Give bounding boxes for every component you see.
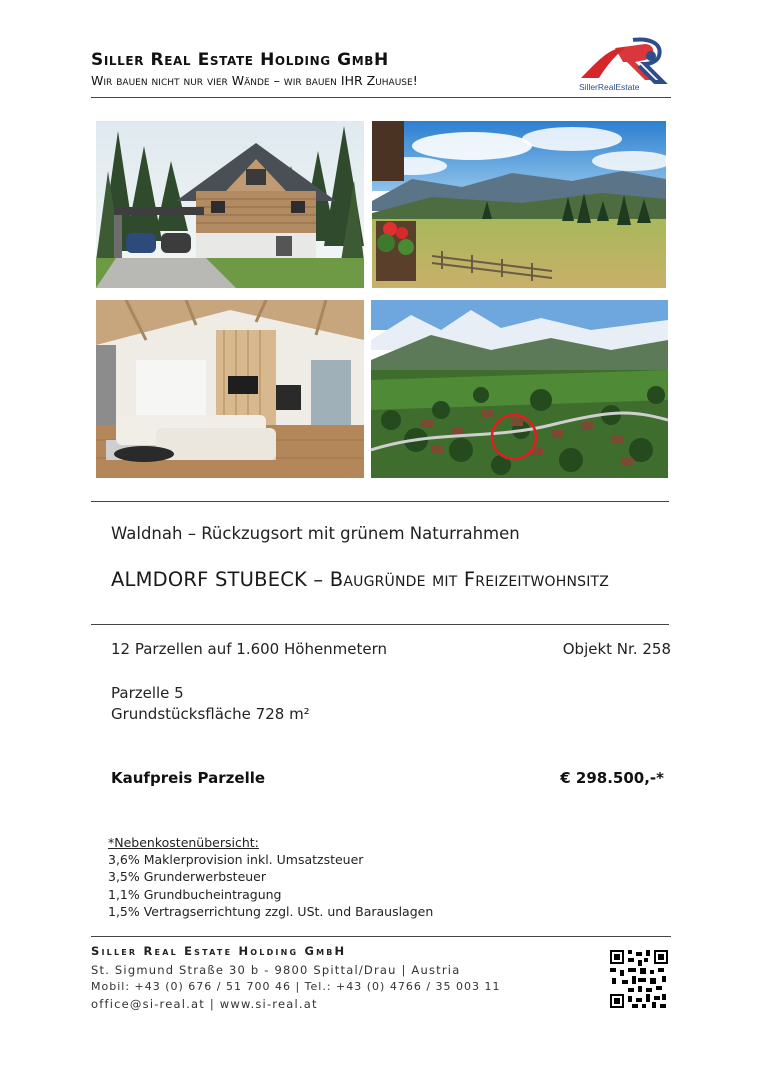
title-divider [91, 624, 669, 625]
footer-divider [91, 936, 671, 937]
header-divider [91, 97, 671, 98]
company-name: Siller Real Estate Holding GmbH [91, 50, 389, 70]
cost-item: 1,5% Vertragserrichtung zzgl. USt. und Barauslagen [108, 903, 434, 919]
listing-subtitle: Waldnah – Rückzugsort mit grünem Naturrahmen [111, 524, 520, 543]
listing-title: ALMDORF STUBECK – Baugründe mit Freizeitwohnsitz [111, 568, 610, 591]
price-value: € 298.500,-* [560, 769, 664, 787]
aerial-village-photo [371, 300, 668, 478]
company-slogan: Wir bauen nicht nur vier Wände – wir bauen IHR Zuhause! [91, 73, 418, 88]
cost-item: 3,5% Grunderwerbsteuer [108, 869, 267, 885]
additional-costs [108, 834, 433, 920]
photos-divider [91, 501, 669, 502]
footer-web[interactable]: office@si-real.at | www.si-real.at [91, 997, 318, 1011]
qr-code[interactable] [610, 950, 668, 1008]
price-label: Kaufpreis Parzelle [111, 769, 266, 787]
footer-company: Siller Real Estate Holding GmbH [91, 944, 347, 958]
living-room-photo [96, 300, 364, 478]
alpine-meadow-photo [372, 121, 666, 288]
parcel-details [111, 683, 310, 725]
parcel-number: Parzelle 5 [111, 684, 184, 702]
footer-phone: Mobil: +43 (0) 676 / 51 700 46 | Tel.: +43 (0) 4766 / 35 003 11 [91, 980, 501, 993]
cost-item: 1,1% Grundbucheintragung [108, 886, 282, 902]
parcel-area: Grundstücksfläche 728 m² [111, 705, 310, 723]
company-logo [575, 34, 675, 92]
object-number: Objekt Nr. 258 [562, 640, 671, 658]
parcels-info: 12 Parzellen auf 1.600 Höhenmetern [111, 640, 388, 658]
footer-address: St. Sigmund Straße 30 b - 9800 Spittal/Drau | Austria [91, 963, 461, 977]
cost-item: 3,6% Maklerprovision inkl. Umsatzsteuer [108, 852, 364, 868]
chalet-exterior-photo [96, 121, 364, 288]
logo-text: SillerRealEstate [579, 82, 640, 92]
costs-title: *Nebenkostenübersicht: [108, 835, 259, 850]
